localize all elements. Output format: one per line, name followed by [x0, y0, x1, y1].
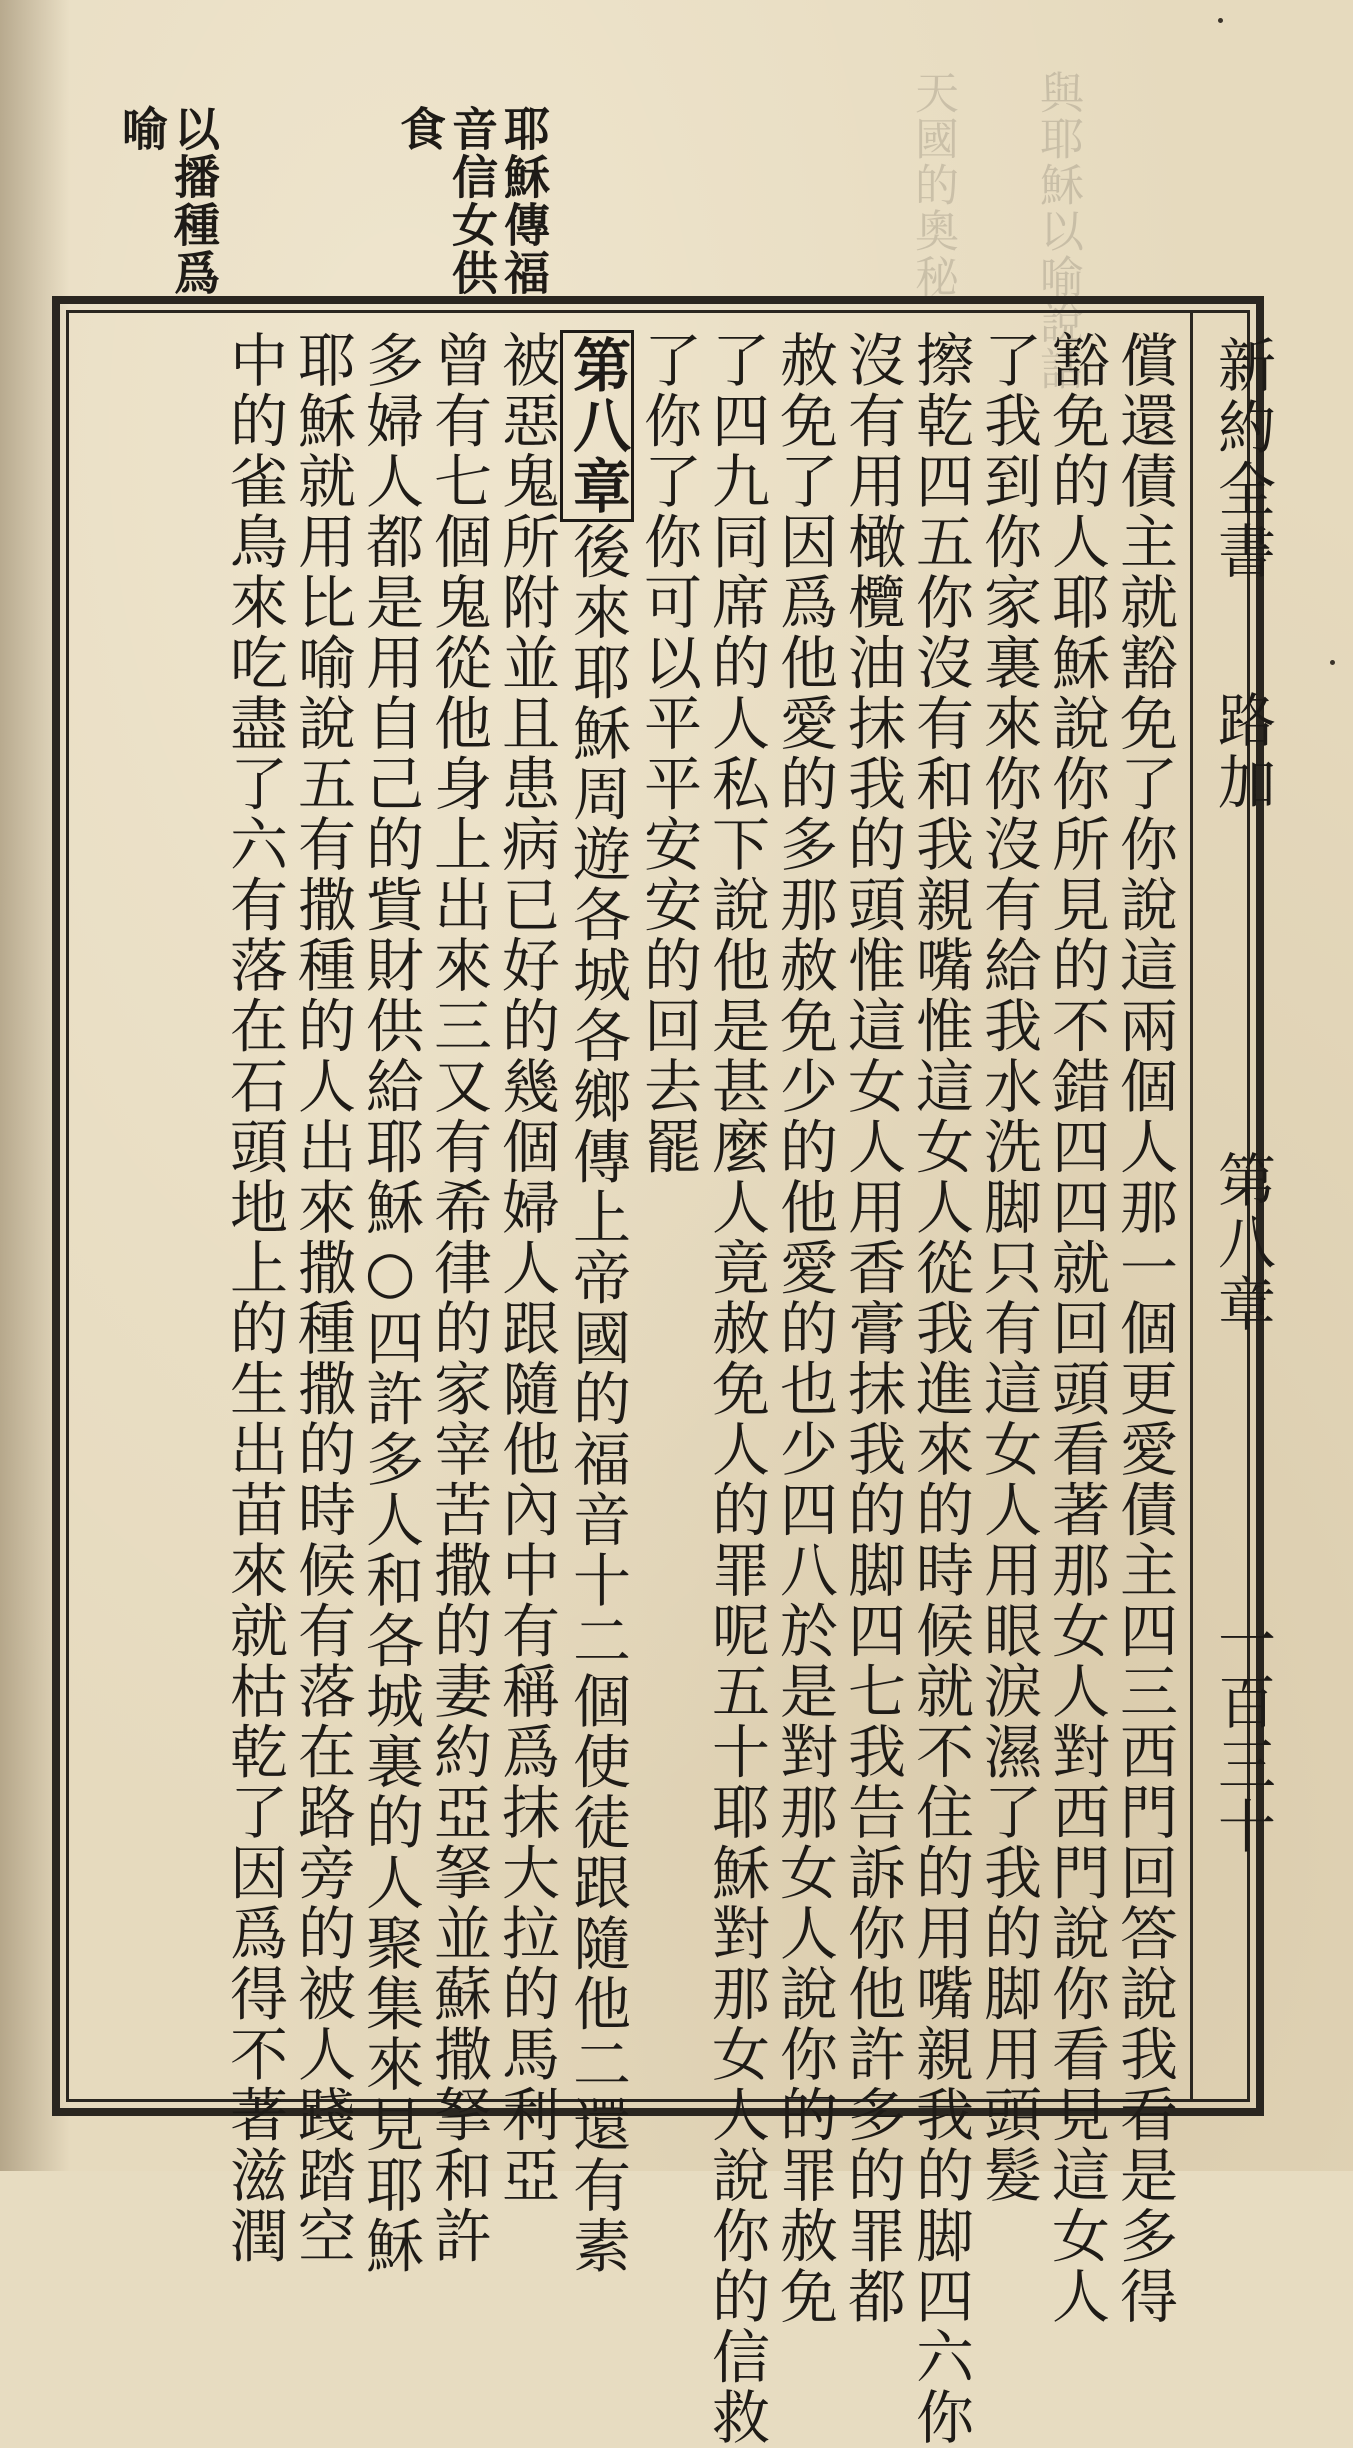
text-column: 沒有用橄欖油抹我的頭惟這女人用香膏抹我的脚四七我告訴你他許多的罪都	[838, 330, 906, 2327]
book-title: 新約全書	[1208, 335, 1276, 583]
text-column: 豁免的人耶穌說你所見的不錯四四就回頭看著那女人對西門說你看見這女人	[1042, 330, 1110, 2327]
scripture-body	[220, 330, 1178, 2448]
page-number: 一百三十	[1208, 1610, 1276, 1858]
margin-note-2	[115, 105, 221, 305]
margin-note-text: 耶穌傳福音信女供食	[393, 105, 551, 297]
text-column: 了你了你可以平平安安的回去罷	[634, 330, 702, 1177]
text-column: 擦乾四五你沒有和我親嘴惟這女人從我進來的時候就不住的用嘴親我的脚四六你	[906, 330, 974, 2448]
text-column: 後來耶穌周遊各城各鄉傳上帝國的福音十二個使徒跟隨他二還有素	[563, 521, 631, 2276]
margin-note-1	[393, 105, 551, 305]
text-column: 中的雀鳥來吃盡了六有落在石頭地上的生出苗來就枯乾了因爲得不著滋潤	[220, 330, 288, 2266]
text-column: 了我到你家裏來你沒有給我水洗脚只有這女人用眼淚濕了我的脚用頭髮	[974, 330, 1042, 2206]
text-column-chapter-start	[560, 330, 634, 2276]
margin-note-text: 以播種爲喻	[115, 105, 221, 297]
bleed-through-text: 天國的奧秘	[907, 70, 958, 300]
text-column: 償還債主就豁免了你說這兩個人那一個更愛債主四三西門回答說我看是多得	[1110, 330, 1178, 2327]
text-column: 曾有七個鬼從他身上出來三又有希律的家宰苦撒的妻約亞拏並蘇撒拏和許	[424, 330, 492, 2266]
book-name: 路加	[1208, 690, 1276, 814]
text-column: 耶穌就用比喻說五有撒種的人出來撒種撒的時候有落在路旁的被人踐踏空	[288, 330, 356, 2266]
text-column: 赦免了因爲他愛的多那赦免少的他愛的也少四八於是對那女人說你的罪赦免	[770, 330, 838, 2327]
text-column: 了四九同席的人私下說他是甚麼人竟赦免人的罪呢五十耶穌對那女人說你的信救	[702, 330, 770, 2448]
bleed-through-text: 與耶穌以喻說話	[1032, 70, 1083, 392]
header-divider	[1190, 310, 1193, 2102]
text-column: 多婦人都是用自己的貲財供給耶穌○四許多人和各城裏的人聚集來見耶穌	[356, 330, 424, 2276]
paper-speck	[1218, 18, 1223, 23]
chapter-heading: 第八章	[1208, 1150, 1276, 1336]
text-column: 被惡鬼所附並且患病已好的幾個婦人跟隨他內中有稱爲抹大拉的馬利亞	[492, 330, 560, 2206]
chapter-marker: 第八章	[560, 330, 634, 522]
paper-speck	[1330, 660, 1335, 665]
